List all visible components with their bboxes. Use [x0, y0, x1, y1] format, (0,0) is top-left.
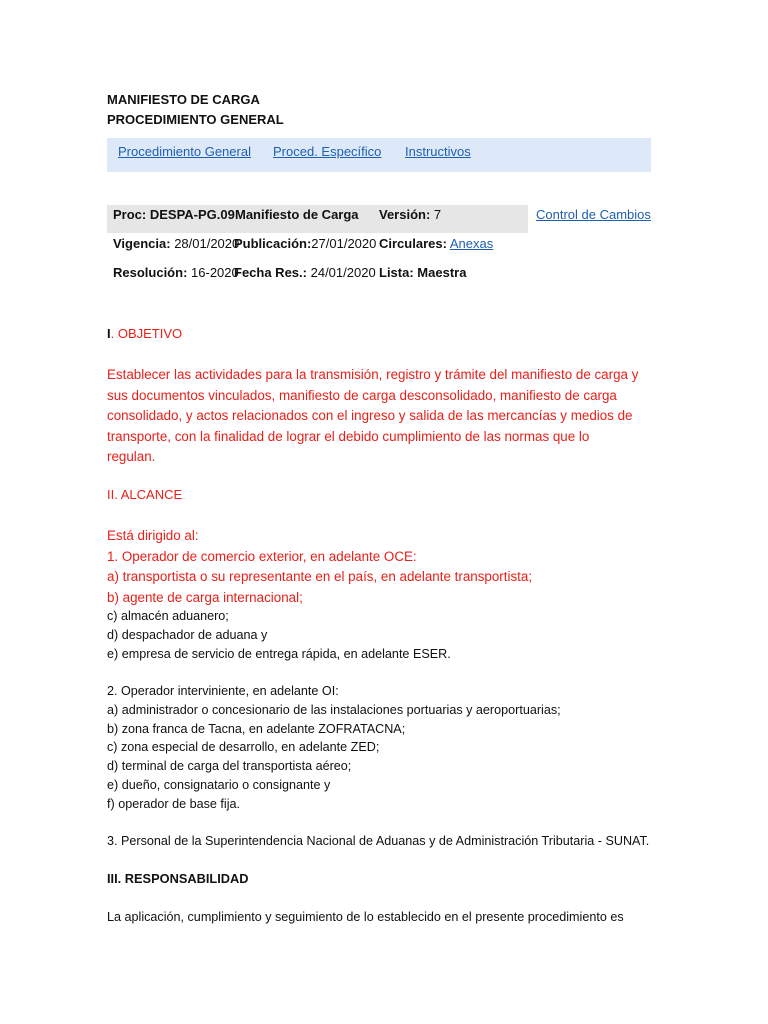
proc-title: Manifiesto de Carga — [235, 207, 359, 222]
proc-version: Versión: 7 — [379, 207, 442, 222]
control-cambios-link[interactable]: Control de Cambios — [536, 207, 651, 222]
alcance-sunat: 3. Personal de la Superintendencia Nacional de Aduanas y de Administración Tributaria - SUNAT. — [107, 834, 650, 848]
proc-fecha-res: Fecha Res.: 24/01/2020 — [234, 265, 376, 280]
procedure-nav-bar — [107, 138, 651, 172]
proc-publicacion: Publicación:27/01/2020 — [234, 236, 377, 251]
alcance-oce-list-cont: c) almacén aduanero; d) despachador de aduana y e) empresa de servicio de entrega rápida, en adelante ESER. — [107, 609, 451, 661]
nav-link-instructivos[interactable]: Instructivos — [405, 144, 471, 159]
proc-resolucion: Resolución: 16-2020 — [113, 265, 239, 280]
anexas-link[interactable]: Anexas — [449, 236, 494, 251]
section-alcance-heading: II. ALCANCE — [107, 487, 183, 502]
section-objetivo-heading: I. OBJETIVO — [107, 326, 183, 341]
alcance-oce-list: Está dirigido al: 1. Operador de comercio exterior, en adelante OCE: a) transportista o su representante en el país, en adelante transportista; b) agente de carga internacional; — [107, 528, 533, 605]
nav-link-general[interactable]: Procedimiento General — [118, 144, 251, 159]
proc-vigencia: Vigencia: 28/01/2020 — [113, 236, 240, 251]
document-subtitle: PROCEDIMIENTO GENERAL — [107, 112, 284, 127]
proc-lista: Lista: Maestra — [379, 265, 467, 280]
section-responsabilidad-heading: III. RESPONSABILIDAD — [107, 871, 249, 886]
proc-circulares: Circulares: Anexas — [379, 236, 494, 251]
proc-code: Proc: DESPA-PG.09 — [113, 207, 235, 222]
document-title: MANIFIESTO DE CARGA — [107, 92, 260, 107]
section-objetivo-text: Establecer las actividades para la transmisión, registro y trámite del manifiesto de carga y sus documentos vinculados, manifiesto de carga desconsolidado, manifiesto de carga consolidado, y actos relacionados con el ingreso y salida de las mercancías y medios de transporte, con la finalidad de lograr el debido cumplimiento de las normas que lo regulan. — [107, 367, 639, 464]
section-responsabilidad-text: La aplicación, cumplimiento y seguimiento de lo establecido en el presente procedimiento es — [107, 910, 624, 924]
alcance-oi-list: 2. Operador interviniente, en adelante OI: a) administrador o concesionario de las instalaciones portuarias y aeroportuarias; b) zona franca de Tacna, en adelante ZOFRATACNA; c) zona especial de desarrollo, en adelante ZED; d) terminal de carga del transportista aéreo; e) dueño, consignatario o consignante y f) operador de base fija. — [107, 684, 561, 811]
nav-link-especifico[interactable]: Proced. Específico — [273, 144, 382, 159]
